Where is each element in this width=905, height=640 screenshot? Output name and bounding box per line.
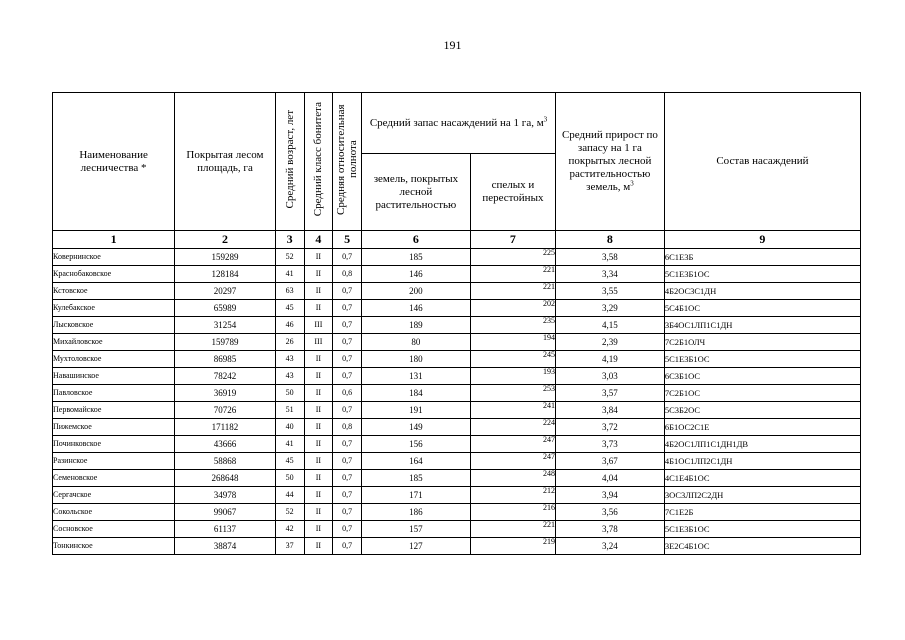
stock-cell: 191 (361, 402, 470, 419)
forestry-name-cell: Починковское (53, 436, 175, 453)
column-number: 2 (175, 231, 276, 249)
composition-cell: 6С3Б1ОС (664, 368, 860, 385)
bonitet-cell: II (304, 402, 333, 419)
area-cell: 159789 (175, 334, 276, 351)
column-number: 4 (304, 231, 333, 249)
bonitet-cell: II (304, 266, 333, 283)
forestry-name-cell: Семеновское (53, 470, 175, 487)
area-cell: 38874 (175, 538, 276, 555)
composition-cell: 4Б2ОС3С1ДН (664, 283, 860, 300)
density-cell: 0,7 (333, 487, 362, 504)
column-number: 1 (53, 231, 175, 249)
header-composition: Состав насаждений (664, 93, 860, 231)
composition-cell: 6С1Е3Б (664, 249, 860, 266)
forestry-name-cell: Сосновское (53, 521, 175, 538)
table-row (53, 283, 861, 300)
area-cell: 36919 (175, 385, 276, 402)
forestry-name-cell: Павловское (53, 385, 175, 402)
table-row (53, 487, 861, 504)
column-number: 5 (333, 231, 362, 249)
ripe-stock-cell: 216 (470, 504, 555, 521)
table-row (53, 436, 861, 453)
composition-cell: 3ОС3ЛП2С2ДН (664, 487, 860, 504)
header-name: Наименование лесничества * (53, 93, 175, 231)
age-cell: 26 (275, 334, 304, 351)
composition-cell: 4Б2ОС1ЛП1С1ДН1ДВ (664, 436, 860, 453)
table-row (53, 368, 861, 385)
density-cell: 0,7 (333, 300, 362, 317)
header-stock-group: Средний запас насаждений на 1 га, $м^3$ (361, 93, 555, 154)
growth-cell: 4,15 (556, 317, 665, 334)
column-number: 6 (361, 231, 470, 249)
header-growth: Средний прирост по запасу на 1 га покрытых лесной растительностью земель, $м^3$ (556, 93, 665, 231)
bonitet-cell: II (304, 487, 333, 504)
age-cell: 45 (275, 453, 304, 470)
table-row (53, 402, 861, 419)
column-number: 7 (470, 231, 555, 249)
area-cell: 171182 (175, 419, 276, 436)
density-cell: 0,7 (333, 351, 362, 368)
composition-cell: 5С1Е3Б1ОС (664, 266, 860, 283)
stock-cell: 186 (361, 504, 470, 521)
table-row (53, 538, 861, 555)
stock-cell: 157 (361, 521, 470, 538)
density-cell: 0,7 (333, 521, 362, 538)
forestry-name-cell: Михайловское (53, 334, 175, 351)
growth-cell: 3,94 (556, 487, 665, 504)
ripe-stock-cell: 248 (470, 470, 555, 487)
age-cell: 40 (275, 419, 304, 436)
table-row (53, 419, 861, 436)
growth-cell: 3,84 (556, 402, 665, 419)
age-cell: 46 (275, 317, 304, 334)
ripe-stock-cell: 247 (470, 453, 555, 470)
bonitet-cell: III (304, 334, 333, 351)
stock-cell: 164 (361, 453, 470, 470)
composition-cell: 5С3Б2ОС (664, 402, 860, 419)
age-cell: 63 (275, 283, 304, 300)
table-row (53, 453, 861, 470)
area-cell: 58868 (175, 453, 276, 470)
density-cell: 0,7 (333, 402, 362, 419)
age-cell: 52 (275, 249, 304, 266)
bonitet-cell: II (304, 368, 333, 385)
growth-cell: 4,19 (556, 351, 665, 368)
ripe-stock-cell: 194 (470, 334, 555, 351)
bonitet-cell: II (304, 436, 333, 453)
growth-cell: 3,03 (556, 368, 665, 385)
area-cell: 268648 (175, 470, 276, 487)
growth-cell: 3,73 (556, 436, 665, 453)
table-row (53, 504, 861, 521)
composition-cell: 6Б1ОС2С1Е (664, 419, 860, 436)
forestry-name-cell: Сокольское (53, 504, 175, 521)
area-cell: 128184 (175, 266, 276, 283)
growth-cell: 3,78 (556, 521, 665, 538)
ripe-stock-cell: 245 (470, 351, 555, 368)
forestry-name-cell: Навашинское (53, 368, 175, 385)
density-cell: 0,8 (333, 419, 362, 436)
bonitet-cell: III (304, 317, 333, 334)
growth-cell: 3,34 (556, 266, 665, 283)
header-area: Покрытая лесом площадь, га (175, 93, 276, 231)
ripe-stock-cell: 193 (470, 368, 555, 385)
forestry-name-cell: Кстовское (53, 283, 175, 300)
table-row (53, 351, 861, 368)
table-row (53, 266, 861, 283)
bonitet-cell: II (304, 521, 333, 538)
growth-cell: 2,39 (556, 334, 665, 351)
table-row (53, 521, 861, 538)
bonitet-cell: II (304, 283, 333, 300)
bonitet-cell: II (304, 385, 333, 402)
column-number: 9 (664, 231, 860, 249)
column-number: 8 (556, 231, 665, 249)
stock-cell: 127 (361, 538, 470, 555)
stock-cell: 156 (361, 436, 470, 453)
growth-cell: 3,56 (556, 504, 665, 521)
density-cell: 0,6 (333, 385, 362, 402)
area-cell: 99067 (175, 504, 276, 521)
stock-cell: 146 (361, 266, 470, 283)
ripe-stock-cell: 212 (470, 487, 555, 504)
bonitet-cell: II (304, 470, 333, 487)
area-cell: 78242 (175, 368, 276, 385)
density-cell: 0,7 (333, 283, 362, 300)
area-cell: 31254 (175, 317, 276, 334)
stock-cell: 149 (361, 419, 470, 436)
stock-cell: 200 (361, 283, 470, 300)
area-cell: 159289 (175, 249, 276, 266)
stock-cell: 131 (361, 368, 470, 385)
growth-cell: 3,58 (556, 249, 665, 266)
table-row (53, 300, 861, 317)
ripe-stock-cell: 224 (470, 419, 555, 436)
forestry-table (52, 92, 861, 555)
area-cell: 65989 (175, 300, 276, 317)
bonitet-cell: II (304, 453, 333, 470)
stock-cell: 184 (361, 385, 470, 402)
stock-cell: 171 (361, 487, 470, 504)
age-cell: 51 (275, 402, 304, 419)
density-cell: 0,7 (333, 538, 362, 555)
forestry-name-cell: Краснобаковское (53, 266, 175, 283)
forestry-name-cell: Тонкинское (53, 538, 175, 555)
composition-cell: 5С1Е3Б1ОС (664, 351, 860, 368)
stock-cell: 185 (361, 470, 470, 487)
forestry-name-cell: Ковернинское (53, 249, 175, 266)
area-cell: 61137 (175, 521, 276, 538)
table-row (53, 249, 861, 266)
area-cell: 86985 (175, 351, 276, 368)
ripe-stock-cell: 241 (470, 402, 555, 419)
composition-cell: 7С2Б1ОЛЧ (664, 334, 860, 351)
table-row (53, 317, 861, 334)
density-cell: 0,7 (333, 504, 362, 521)
density-cell: 0,7 (333, 317, 362, 334)
ripe-stock-cell: 202 (470, 300, 555, 317)
area-cell: 43666 (175, 436, 276, 453)
composition-cell: 7С1Е2Б (664, 504, 860, 521)
growth-cell: 3,72 (556, 419, 665, 436)
age-cell: 43 (275, 368, 304, 385)
header-density: Средняя относительная полнота (333, 93, 362, 231)
stock-cell: 80 (361, 334, 470, 351)
ripe-stock-cell: 219 (470, 538, 555, 555)
column-number-row (53, 231, 861, 249)
stock-cell: 146 (361, 300, 470, 317)
age-cell: 45 (275, 300, 304, 317)
density-cell: 0,7 (333, 368, 362, 385)
header-bonitet: Средний класс бонитета (304, 93, 333, 231)
age-cell: 50 (275, 470, 304, 487)
age-cell: 41 (275, 266, 304, 283)
forestry-name-cell: Лысковское (53, 317, 175, 334)
growth-cell: 4,04 (556, 470, 665, 487)
forestry-name-cell: Пижемское (53, 419, 175, 436)
bonitet-cell: II (304, 419, 333, 436)
composition-cell: 5С4Б1ОС (664, 300, 860, 317)
age-cell: 50 (275, 385, 304, 402)
table-row (53, 385, 861, 402)
forestry-name-cell: Разинское (53, 453, 175, 470)
density-cell: 0,8 (333, 266, 362, 283)
composition-cell: 5С1Е3Б1ОС (664, 521, 860, 538)
table-row (53, 470, 861, 487)
ripe-stock-cell: 221 (470, 283, 555, 300)
header-stock-ripe: спелых и перестойных (470, 154, 555, 231)
ripe-stock-cell: 221 (470, 266, 555, 283)
stock-cell: 185 (361, 249, 470, 266)
stock-cell: 189 (361, 317, 470, 334)
forestry-name-cell: Первомайское (53, 402, 175, 419)
composition-cell: 4С1Е4Б1ОС (664, 470, 860, 487)
ripe-stock-cell: 235 (470, 317, 555, 334)
growth-cell: 3,24 (556, 538, 665, 555)
column-number: 3 (275, 231, 304, 249)
age-cell: 42 (275, 521, 304, 538)
header-stock-covered: земель, покрытых лесной растительностью (361, 154, 470, 231)
forestry-name-cell: Мухтоловское (53, 351, 175, 368)
table-row (53, 334, 861, 351)
age-cell: 41 (275, 436, 304, 453)
age-cell: 43 (275, 351, 304, 368)
area-cell: 70726 (175, 402, 276, 419)
age-cell: 44 (275, 487, 304, 504)
density-cell: 0,7 (333, 249, 362, 266)
page-number: 191 (443, 38, 462, 52)
table-body (53, 249, 861, 555)
bonitet-cell: II (304, 504, 333, 521)
composition-cell: 4Б1ОС1ЛП2С1ДН (664, 453, 860, 470)
composition-cell: 3Е2С4Б1ОС (664, 538, 860, 555)
ripe-stock-cell: 253 (470, 385, 555, 402)
growth-cell: 3,55 (556, 283, 665, 300)
ripe-stock-cell: 221 (470, 521, 555, 538)
growth-cell: 3,29 (556, 300, 665, 317)
composition-cell: 7С2Б1ОС (664, 385, 860, 402)
density-cell: 0,7 (333, 436, 362, 453)
age-cell: 37 (275, 538, 304, 555)
forestry-name-cell: Сергачское (53, 487, 175, 504)
ripe-stock-cell: 225 (470, 249, 555, 266)
density-cell: 0,7 (333, 470, 362, 487)
forestry-name-cell: Кулебакское (53, 300, 175, 317)
growth-cell: 3,57 (556, 385, 665, 402)
growth-cell: 3,67 (556, 453, 665, 470)
composition-cell: 3Б4ОС1ЛП1С1ДН (664, 317, 860, 334)
age-cell: 52 (275, 504, 304, 521)
bonitet-cell: II (304, 538, 333, 555)
bonitet-cell: II (304, 351, 333, 368)
bonitet-cell: II (304, 249, 333, 266)
density-cell: 0,7 (333, 453, 362, 470)
stock-cell: 180 (361, 351, 470, 368)
density-cell: 0,7 (333, 334, 362, 351)
area-cell: 34978 (175, 487, 276, 504)
ripe-stock-cell: 247 (470, 436, 555, 453)
bonitet-cell: II (304, 300, 333, 317)
area-cell: 20297 (175, 283, 276, 300)
header-avg-age: Средний возраст, лет (275, 93, 304, 231)
